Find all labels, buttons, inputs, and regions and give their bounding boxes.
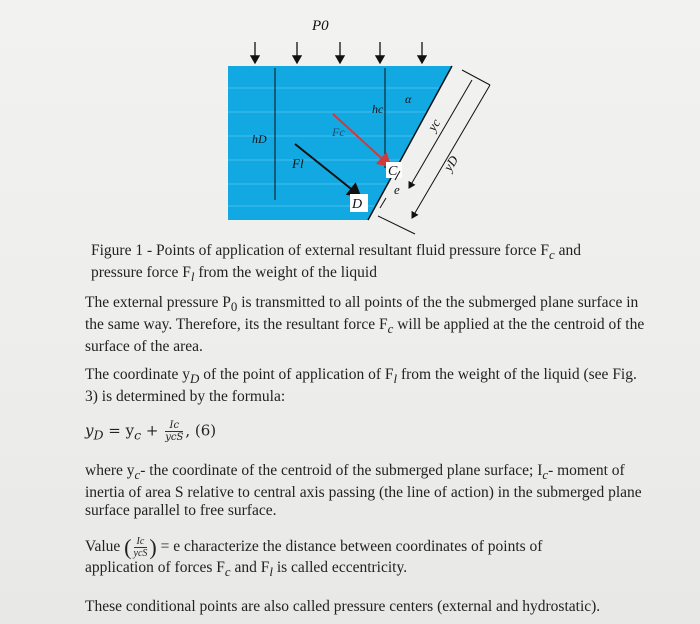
hc-label: hc — [372, 102, 384, 116]
formula-fraction: $\frac{Ic}{\text{ycS}}$ — [165, 420, 184, 443]
hd-label: hD — [252, 132, 267, 146]
alpha-label: α — [405, 92, 412, 106]
paragraph-where: where $y_c-$ the coordinate of the centroid of the submerged plane surface; $I_c-$ moment of inertia of area S relative to central axis passing (the line of action) in the submerged plane surface parallel to free surface. — [85, 462, 642, 520]
yc-label: yc — [424, 115, 444, 134]
yd-label: yD — [440, 152, 462, 174]
eccentricity-fraction: $\frac{Ic}{\text{ycS}}$ — [133, 536, 148, 559]
p0-arrows — [255, 42, 422, 63]
formula-6: $y_D = y_c$ + $\frac{Ic}{\text{ycS}}$ , (6) — [85, 420, 217, 443]
e-label: e — [394, 182, 400, 197]
c-label: C — [388, 164, 398, 179]
paragraph-coordinate: The coordinate $y_D$ of the point of application of $F_l$ from the weight of the liquid (see Fig. 3) is determined by the formula: — [85, 366, 637, 406]
fc-label: Fc — [332, 125, 345, 139]
paragraph-eccentricity: Value ( $\frac{Ic}{\text{ycS}}$ ) = e characterize the distance between coordinates of points of application of forces $F_c$ and $F_l$ is called eccentricity. — [85, 534, 543, 580]
d-label: D — [352, 197, 363, 212]
paragraph-external-pressure: The external pressure $P_0$ is transmitted to all points of the the submerged plane surface in the same way. Therefore, its the resultant force $F_c$ will be applied at the the centroid of the surface of the area. — [85, 294, 645, 356]
pressure-diagram — [200, 8, 500, 240]
paragraph-pressure-centers: These conditional points are also called pressure centers (external and hydrostatic). — [85, 598, 601, 615]
p0-label: P0 — [312, 18, 329, 34]
fl-label: Fl — [292, 156, 304, 171]
figure-caption: Figure 1 - Points of application of external resultant fluid pressure force $F_c$ and pressure force $F_l$ from the weight of the liquid — [91, 242, 581, 285]
